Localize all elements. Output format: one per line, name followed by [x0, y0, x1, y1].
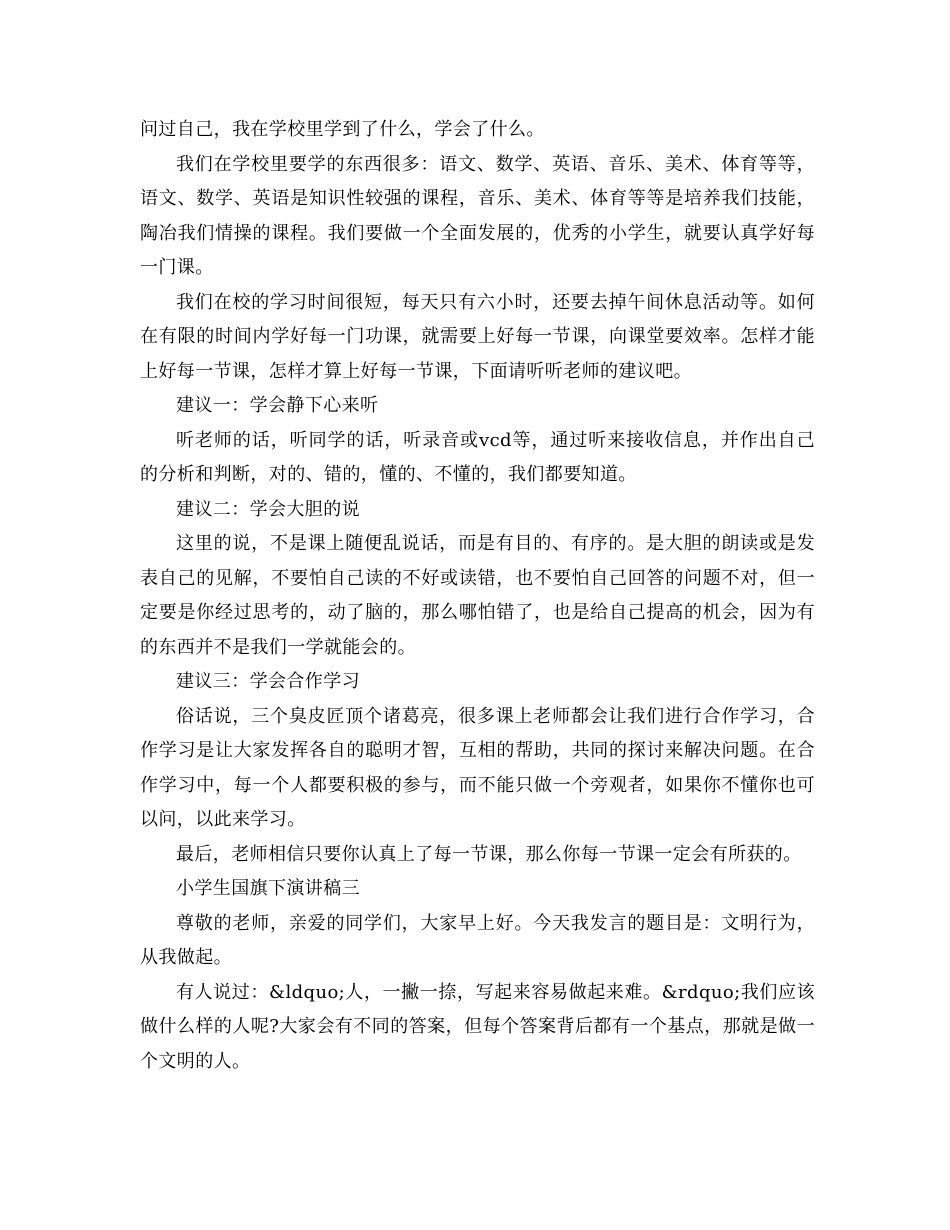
suggestion-heading-3: 建议三：学会合作学习	[176, 671, 360, 692]
paragraph-1: 问过自己，我在学校里学到了什么，学会了什么。	[140, 119, 545, 140]
paragraph-8: 尊敬的老师，亲爱的同学们，大家早上好。今天我发言的题目是：文明行为，从我做起。	[140, 912, 815, 968]
paragraph-5: 这里的说，不是课上随便乱说话，而是有目的、有序的。是大胆的朗读或是发表自己的见解，不要怕自己读的不好或读错，也不要怕自己回答的问题不对，但一定要是你经过思考的，动了脑的，那么哪怕错了，也是给自己提高的机会，因为有的东西并不是我们一学就能会的。	[140, 533, 815, 658]
paragraph-2: 我们在学校里要学的东西很多：语文、数学、英语、音乐、美术、体育等等，语文、数学、英语是知识性较强的课程，音乐、美术、体育等等是培养我们技能，陶冶我们情操的课程。我们要做一个全面发展的，优秀的小学生，就要认真学好每一门课。	[140, 153, 815, 278]
paragraph-7: 最后，老师相信只要你认真上了每一节课，那么你每一节课一定会有所获的。	[176, 843, 802, 865]
paragraph-3: 我们在校的学习时间很短，每天只有六小时，还要去掉午间休息活动等。如何在有限的时间内学好每一门功课，就需要上好每一节课，向课堂要效率。怎样才能上好每一节课，怎样才算上好每一节课，下面请听听老师的建议吧。	[140, 291, 815, 382]
section-title: 小学生国旗下演讲稿三	[176, 878, 360, 899]
document-body	[140, 113, 815, 1079]
paragraph-9: 有人说过：&ldquo;人，一撇一捺，写起来容易做起来难。&rdquo;我们应该做什么样的人呢?大家会有不同的答案，但每个答案背后都有一个基点，那就是做一个文明的人。	[140, 981, 815, 1072]
suggestion-heading-1: 建议一：学会静下心来听	[176, 395, 379, 416]
paragraph-6: 俗话说，三个臭皮匠顶个诸葛亮，很多课上老师都会让我们进行合作学习，合作学习是让大家发挥各自的聪明才智，互相的帮助，共同的探讨来解决问题。在合作学习中，每一个人都要积极的参与，而不能只做一个旁观者，如果你不懂你也可以问，以此来学习。	[140, 705, 815, 830]
paragraph-4: 听老师的话，听同学的话，听录音或vcd等，通过听来接收信息，并作出自己的分析和判断，对的、错的，懂的、不懂的，我们都要知道。	[140, 429, 815, 485]
suggestion-heading-2: 建议二：学会大胆的说	[176, 498, 360, 520]
